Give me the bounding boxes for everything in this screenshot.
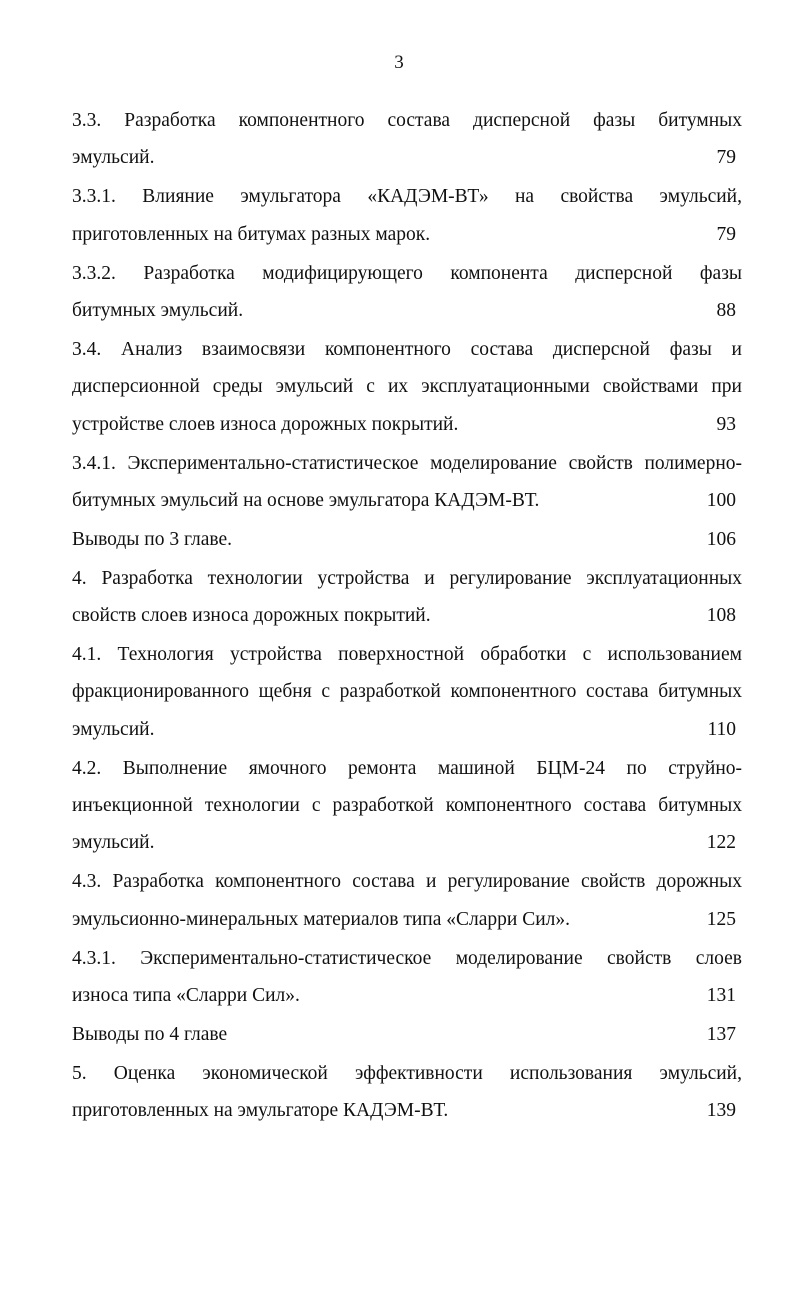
toc-entry[interactable] <box>72 1055 742 1130</box>
toc-entry-page: 131 <box>706 984 736 1006</box>
toc-entry-text: свойств слоев износа дорожных покрытий. <box>72 605 431 627</box>
toc-entry-line: 4. Разработка технологии устройства и регулирование эксплуатационных <box>72 567 742 589</box>
toc-entry-last-line <box>72 406 742 443</box>
toc-entry-page: 79 <box>716 223 736 245</box>
toc-entry-line: 3.3.1. Влияние эмульгатора «КАДЭМ-ВТ» на свойства эмульсий, <box>72 186 742 208</box>
toc-entry-text: приготовленных на эмульгаторе КАДЭМ-ВТ. <box>72 1100 449 1122</box>
toc-entry-last-line <box>72 521 742 558</box>
toc-entry-page: 93 <box>716 413 736 435</box>
toc-entry-page: 122 <box>706 832 736 854</box>
toc-entry-line: фракционированного щебня с разработкой компонентного состава битумных <box>72 681 742 703</box>
toc-entry-text: битумных эмульсий. <box>72 299 244 321</box>
toc-entry-line: 3.3.2. Разработка модифицирующего компонента дисперсной фазы <box>72 262 742 284</box>
toc-entry-line: 4.2. Выполнение ямочного ремонта машиной БЦМ-24 по струйно- <box>72 757 742 779</box>
toc-entry-last-line <box>72 977 742 1014</box>
toc-entry-last-line <box>72 482 742 519</box>
toc-entry-text: Выводы по 4 главе <box>72 1023 228 1045</box>
toc-entry-last-line <box>72 216 742 253</box>
toc-entry[interactable] <box>72 521 742 558</box>
toc-entry-page: 100 <box>706 489 736 511</box>
toc-entry-text: устройстве слоев износа дорожных покрытий. <box>72 413 459 435</box>
page-number: 3 <box>394 52 404 73</box>
toc-entry-line: 4.3. Разработка компонентного состава и регулирование свойств дорожных <box>72 871 742 893</box>
toc-entry-text: эмульсий. <box>72 718 155 740</box>
toc-entry[interactable] <box>72 102 742 177</box>
toc-entry-text: эмульсий. <box>72 832 155 854</box>
toc-entry-last-line <box>72 1092 742 1129</box>
toc-entry-line: 5. Оценка экономической эффективности использования эмульсий, <box>72 1062 742 1084</box>
toc-entry-text: эмульсий. <box>72 147 155 169</box>
toc-entry-text: битумных эмульсий на основе эмульгатора КАДЭМ-ВТ. <box>72 489 540 511</box>
toc-entry-line: инъекционной технологии с разработкой компонентного состава битумных <box>72 795 742 817</box>
toc-entry-page: 88 <box>716 299 736 321</box>
toc-entry-last-line <box>72 597 742 634</box>
toc-entry-line: 3.3. Разработка компонентного состава дисперсной фазы битумных <box>72 110 742 131</box>
toc-entry-line: 3.4. Анализ взаимосвязи компонентного состава дисперсной фазы и <box>72 338 742 360</box>
toc-entry[interactable] <box>72 940 742 1015</box>
toc-entry-page: 137 <box>706 1023 736 1045</box>
toc-entry-page: 79 <box>716 147 736 169</box>
toc-entry-text: эмульсионно-минеральных материалов типа «Сларри Сил». <box>72 908 571 930</box>
toc-entry[interactable] <box>72 750 742 862</box>
toc-entry-page: 108 <box>706 605 736 627</box>
toc-entry-line: дисперсионной среды эмульсий с их эксплуатационными свойствами при <box>72 376 742 398</box>
toc-entry-last-line <box>72 139 742 176</box>
toc-entry[interactable] <box>72 1016 742 1053</box>
toc-entry[interactable] <box>72 863 742 938</box>
toc-entry[interactable] <box>72 560 742 635</box>
toc-entry-last-line <box>72 1016 742 1053</box>
toc-entry-page: 106 <box>706 528 736 550</box>
toc-entry-text: приготовленных на битумах разных марок. <box>72 223 431 245</box>
toc-entry-page: 125 <box>706 908 736 930</box>
table-of-contents <box>72 102 742 1131</box>
toc-entry-last-line <box>72 711 742 748</box>
toc-entry-page: 139 <box>706 1100 736 1122</box>
toc-entry-last-line <box>72 824 742 861</box>
toc-entry-line: 4.1. Технология устройства поверхностной обработки с использованием <box>72 643 742 665</box>
toc-entry-line: 4.3.1. Экспериментально-статистическое моделирование свойств слоев <box>72 947 742 969</box>
toc-entry[interactable] <box>72 445 742 520</box>
toc-entry[interactable] <box>72 255 742 330</box>
toc-entry-last-line <box>72 292 742 329</box>
toc-entry-page: 110 <box>707 718 736 740</box>
toc-entry-line: 3.4.1. Экспериментально-статистическое моделирование свойств полимерно- <box>72 452 742 474</box>
toc-entry[interactable] <box>72 178 742 253</box>
toc-entry[interactable] <box>72 331 742 443</box>
toc-entry[interactable] <box>72 636 742 748</box>
toc-entry-text: Выводы по 3 главе. <box>72 528 232 550</box>
toc-entry-last-line <box>72 901 742 938</box>
toc-entry-text: износа типа «Сларри Сил». <box>72 984 300 1006</box>
